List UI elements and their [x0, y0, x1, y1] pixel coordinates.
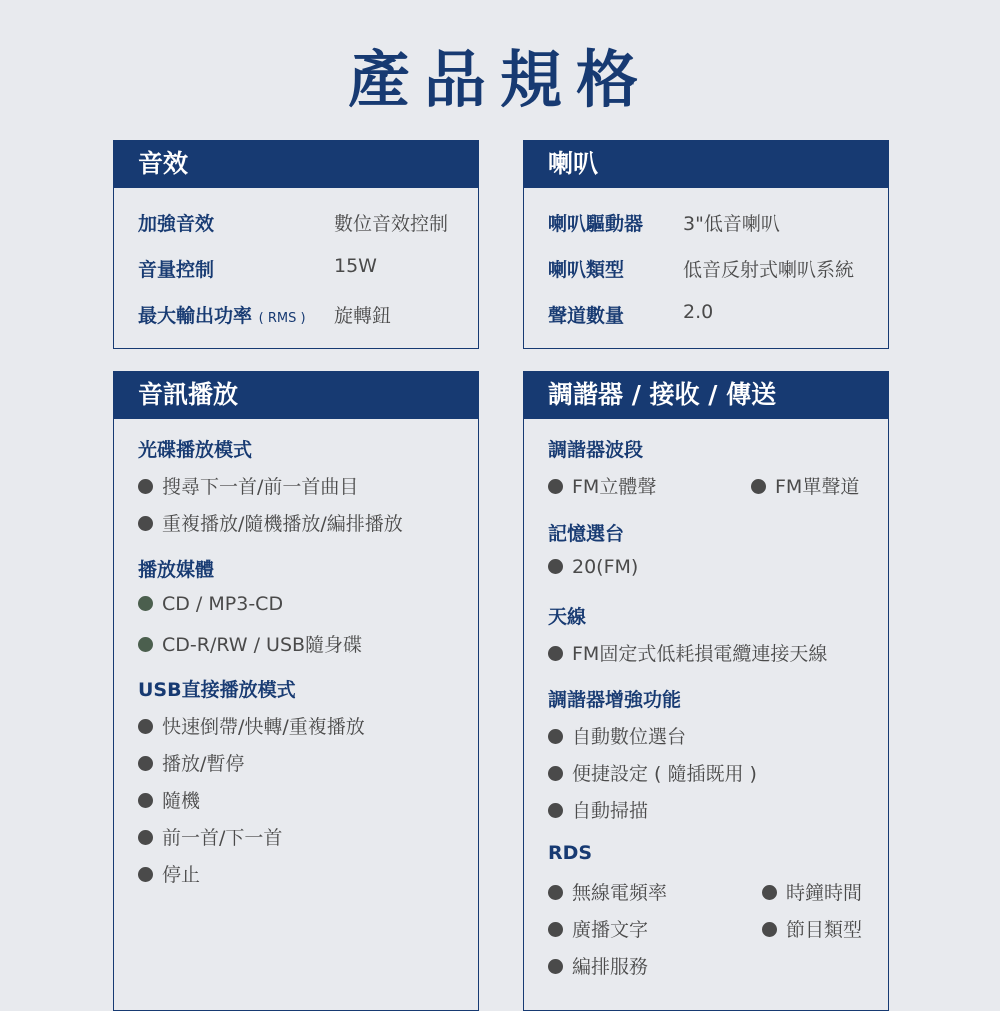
list-item-text: FM單聲道: [775, 476, 860, 498]
rms-suffix: ( RMS ): [258, 311, 306, 326]
audio-panel: [113, 140, 479, 349]
list-item-text: 便捷設定 ( 隨插既用 ): [572, 763, 757, 785]
bullet-dot: [548, 479, 563, 494]
bullet-dot: [762, 922, 777, 937]
audio-panel-header: 音效: [114, 141, 478, 188]
bullet-dot: [548, 959, 563, 974]
speaker-panel: [523, 140, 889, 349]
bullet-dot: [138, 637, 153, 652]
list-item-text: 重複播放/隨機播放/編排播放: [162, 513, 403, 535]
bullet-dot: [138, 756, 153, 771]
list-item: [138, 509, 403, 536]
spec-label: [138, 301, 306, 328]
spec-label: 聲道數量: [548, 305, 625, 327]
list-item-text: 時鐘時間: [786, 882, 863, 904]
spec-label: 喇叭類型: [548, 259, 625, 281]
spec-label-text: 最大輸出功率: [138, 305, 253, 327]
list-item-text: 搜尋下一首/前一首曲目: [162, 476, 359, 498]
bullet-dot: [138, 867, 153, 882]
list-item: [138, 593, 283, 615]
bullet-dot: [548, 922, 563, 937]
list-item: [548, 915, 648, 942]
list-item: [548, 639, 827, 666]
enhance-title: 調諧器增強功能: [548, 689, 682, 711]
cd-mode-title: 光碟播放模式: [138, 439, 253, 461]
list-item: [138, 630, 362, 657]
list-item: [548, 952, 648, 979]
list-item-text: 前一首/下一首: [162, 827, 283, 849]
list-item: [138, 860, 200, 887]
media-title: 播放媒體: [138, 559, 215, 581]
bullet-dot: [138, 830, 153, 845]
playback-panel: [113, 371, 479, 1011]
list-item: [548, 722, 686, 749]
list-item-text: 快速倒帶/快轉/重複播放: [162, 716, 365, 738]
list-item-text: 20(FM): [572, 556, 639, 578]
list-item: [138, 472, 358, 499]
list-item-text: CD / MP3-CD: [162, 593, 284, 615]
spec-value: 低音反射式喇叭系統: [683, 259, 855, 281]
spec-label: 喇叭驅動器: [548, 213, 644, 235]
list-item: [548, 878, 667, 905]
list-item: [138, 712, 365, 739]
list-item: [548, 759, 757, 786]
usb-mode-title: USB直接播放模式: [138, 679, 296, 701]
playback-panel-header: 音訊播放: [114, 372, 478, 419]
bullet-dot: [138, 719, 153, 734]
bullet-dot: [138, 596, 153, 611]
bullet-dot: [138, 793, 153, 808]
list-item-text: 隨機: [162, 790, 201, 812]
page-title: 產品規格: [347, 43, 652, 116]
rds-title: RDS: [548, 842, 593, 864]
bullet-dot: [751, 479, 766, 494]
spec-label: 音量控制: [138, 259, 215, 281]
list-item-text: 自動數位選台: [572, 726, 687, 748]
bullet-dot: [548, 646, 563, 661]
tuner-panel: [523, 371, 889, 1011]
band-title: 調諧器波段: [548, 439, 644, 461]
bullet-dot: [138, 516, 153, 531]
spec-value: 旋轉鈕: [334, 305, 392, 327]
speaker-panel-header: 喇叭: [524, 141, 888, 188]
spec-value: 3"低音喇叭: [683, 213, 780, 235]
list-item-text: FM固定式低耗損電纜連接天線: [572, 643, 828, 665]
spec-value: 數位音效控制: [334, 213, 449, 235]
list-item: [548, 556, 638, 578]
list-item: [751, 472, 859, 499]
list-item-text: 編排服務: [572, 956, 649, 978]
list-item-text: 無線電頻率: [572, 882, 668, 904]
list-item: [762, 878, 862, 905]
list-item-text: 節目類型: [786, 919, 863, 941]
list-item-text: FM立體聲: [572, 476, 657, 498]
list-item-text: 播放/暫停: [162, 753, 245, 775]
bullet-dot: [548, 766, 563, 781]
spec-value: 15W: [334, 255, 377, 277]
antenna-title: 天線: [548, 606, 587, 628]
list-item-text: 停止: [162, 864, 201, 886]
bullet-dot: [548, 885, 563, 900]
presets-title: 記憶選台: [548, 523, 625, 545]
list-item-text: 自動掃描: [572, 800, 649, 822]
list-item: [138, 749, 244, 776]
bullet-dot: [548, 803, 563, 818]
list-item: [138, 823, 282, 850]
list-item: [138, 786, 200, 813]
bullet-dot: [548, 559, 563, 574]
bullet-dot: [138, 479, 153, 494]
bullet-dot: [548, 729, 563, 744]
list-item-text: CD-R/RW / USB隨身碟: [162, 634, 363, 656]
tuner-panel-header: 調諧器 / 接收 / 傳送: [524, 372, 888, 419]
list-item: [548, 472, 656, 499]
bullet-dot: [762, 885, 777, 900]
spec-value: 2.0: [683, 301, 714, 323]
list-item-text: 廣播文字: [572, 919, 649, 941]
spec-label: 加強音效: [138, 213, 215, 235]
list-item: [548, 796, 648, 823]
list-item: [762, 915, 862, 942]
